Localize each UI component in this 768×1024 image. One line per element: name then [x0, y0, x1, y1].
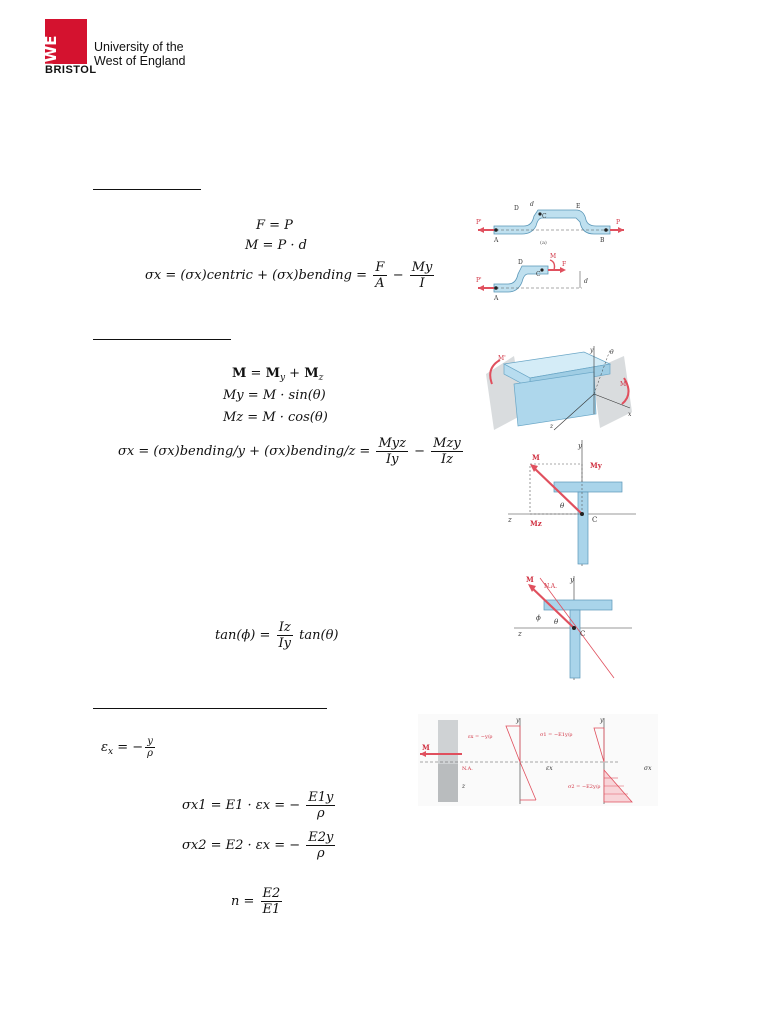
- label-d-upper-2: D: [518, 259, 523, 266]
- eccentric-load-figure: [476, 196, 626, 300]
- eq-sigma-x1: σx1 = E1 · εx = − $\frac{E1y}{\rho}$: [182, 790, 334, 821]
- eq-force: F = P: [256, 218, 293, 233]
- label-theta-t1: θ: [560, 502, 565, 510]
- label-z-comp: z: [462, 783, 466, 790]
- section3-heading-rule: [93, 708, 327, 709]
- label-a-caption: (a): [540, 240, 547, 246]
- label-sigma1-comp: σ1 = −E1y/ρ: [540, 732, 573, 738]
- label-m-t1: M: [532, 453, 540, 462]
- label-m-t2: M: [526, 575, 534, 584]
- section1-heading-rule: [93, 189, 201, 190]
- label-m-3d: M: [620, 381, 627, 388]
- label-p-prime-1: P': [476, 219, 482, 226]
- label-y-comp1: y: [516, 717, 520, 724]
- label-c-1: C: [542, 213, 547, 220]
- label-na-t2: N.A.: [544, 583, 558, 590]
- label-na-comp: N.A.: [462, 766, 473, 772]
- frac-myz-over-iy: $\frac{\text{Myz}}{Iy}$: [378, 436, 406, 467]
- eq-stress-eccentric: σx = (σx)centric + (σx)bending = $\frac{F}{A}$ − $\frac{My}{I}$: [145, 260, 433, 291]
- label-e: E: [576, 203, 581, 210]
- label-f: F: [562, 261, 567, 268]
- label-z-t1: z: [508, 516, 512, 524]
- eq-modular-ratio: n = $\frac{E2}{E1}$: [231, 886, 281, 917]
- university-line1: University of the: [94, 40, 184, 54]
- unsymmetric-beam-3d-figure: [484, 344, 634, 434]
- eq-my: My = M · sin(θ): [223, 388, 326, 403]
- composite-beam-stress-figure: [418, 714, 658, 806]
- frac-my-over-i: $\frac{My}{I}$: [411, 260, 433, 291]
- label-phi-t2: ϕ: [536, 614, 541, 622]
- label-p-prime-2: P': [476, 277, 482, 284]
- label-m-comp: M: [422, 743, 430, 752]
- eq-stress-unsymmetric: σx = (σx)bending/y + (σx)bending/z = $\frac{\text{Myz}}{Iy}$ − $\frac{\text{Mzy}}{Iz}$: [118, 436, 461, 467]
- label-b: B: [600, 237, 605, 244]
- label-c-t1: C: [592, 516, 598, 524]
- label-z-t2: z: [518, 630, 522, 638]
- eq-mz: Mz = M · cos(θ): [223, 410, 328, 425]
- university-line2: West of England: [94, 54, 186, 68]
- frac-e2y-over-rho: $\frac{E2y}{\rho}$: [308, 830, 334, 861]
- label-sigma2-comp: σ2 = −E2y/ρ: [568, 784, 601, 790]
- label-c-t2: C: [580, 630, 586, 638]
- label-p: P: [616, 219, 621, 226]
- label-sigmax-comp: σx: [644, 765, 652, 772]
- university-name: [94, 40, 186, 68]
- eq-moment-vector: $M = M_y + M_z$: [232, 366, 324, 383]
- label-c-2: C: [536, 271, 541, 278]
- label-d-2: d: [584, 278, 588, 285]
- label-a-1: A: [494, 237, 499, 244]
- frac-e1y-over-rho: $\frac{E1y}{\rho}$: [308, 790, 334, 821]
- label-a-2: A: [494, 295, 499, 300]
- label-mz-t1: Mz: [530, 519, 542, 528]
- label-z-3d: z: [550, 423, 554, 430]
- uwe-logo-text: UWE: [42, 35, 60, 75]
- label-my-t1: My: [590, 461, 602, 470]
- t-section-moment-components-figure: [508, 438, 638, 568]
- uwe-logo-bristol: BRISTOL: [45, 64, 97, 76]
- frac-e2-over-e1: $\frac{E2}{E1}$: [262, 886, 281, 917]
- label-strain-comp: εx = −y/ρ: [468, 734, 493, 740]
- label-m-prime: M': [498, 355, 506, 362]
- label-y-3d: y: [590, 347, 594, 354]
- frac-mzy-over-iz: $\frac{\text{Mzy}}{Iz}$: [433, 436, 461, 467]
- section2-heading-rule: [93, 339, 231, 340]
- eq-moment: M = P · d: [245, 238, 307, 253]
- eq-strain: $\varepsilon_x$ = − $\frac{y}{\rho}$: [101, 736, 154, 759]
- label-d-upper: D: [514, 205, 519, 212]
- label-m: M: [550, 253, 557, 260]
- label-y-t1: y: [578, 442, 582, 450]
- frac-iz-over-iy: $\frac{Iz}{Iy}$: [278, 620, 292, 651]
- label-y-comp2: y: [600, 717, 604, 724]
- eq-sigma-x2: σx2 = E2 · εx = − $\frac{E2y}{\rho}$: [182, 830, 334, 861]
- eq-tan-phi: tan(ϕ) = $\frac{Iz}{Iy}$ tan(θ): [215, 620, 339, 651]
- label-theta-t2: θ: [554, 618, 559, 626]
- label-d-lower: d: [530, 201, 534, 208]
- label-theta-3d: θ: [610, 349, 614, 356]
- label-epsx-comp: εx: [546, 765, 553, 772]
- frac-f-over-a: $\frac{F}{A}$: [375, 260, 385, 291]
- label-x-3d: x: [628, 411, 632, 418]
- t-section-neutral-axis-figure: [514, 574, 634, 682]
- label-y-t2: y: [570, 576, 574, 584]
